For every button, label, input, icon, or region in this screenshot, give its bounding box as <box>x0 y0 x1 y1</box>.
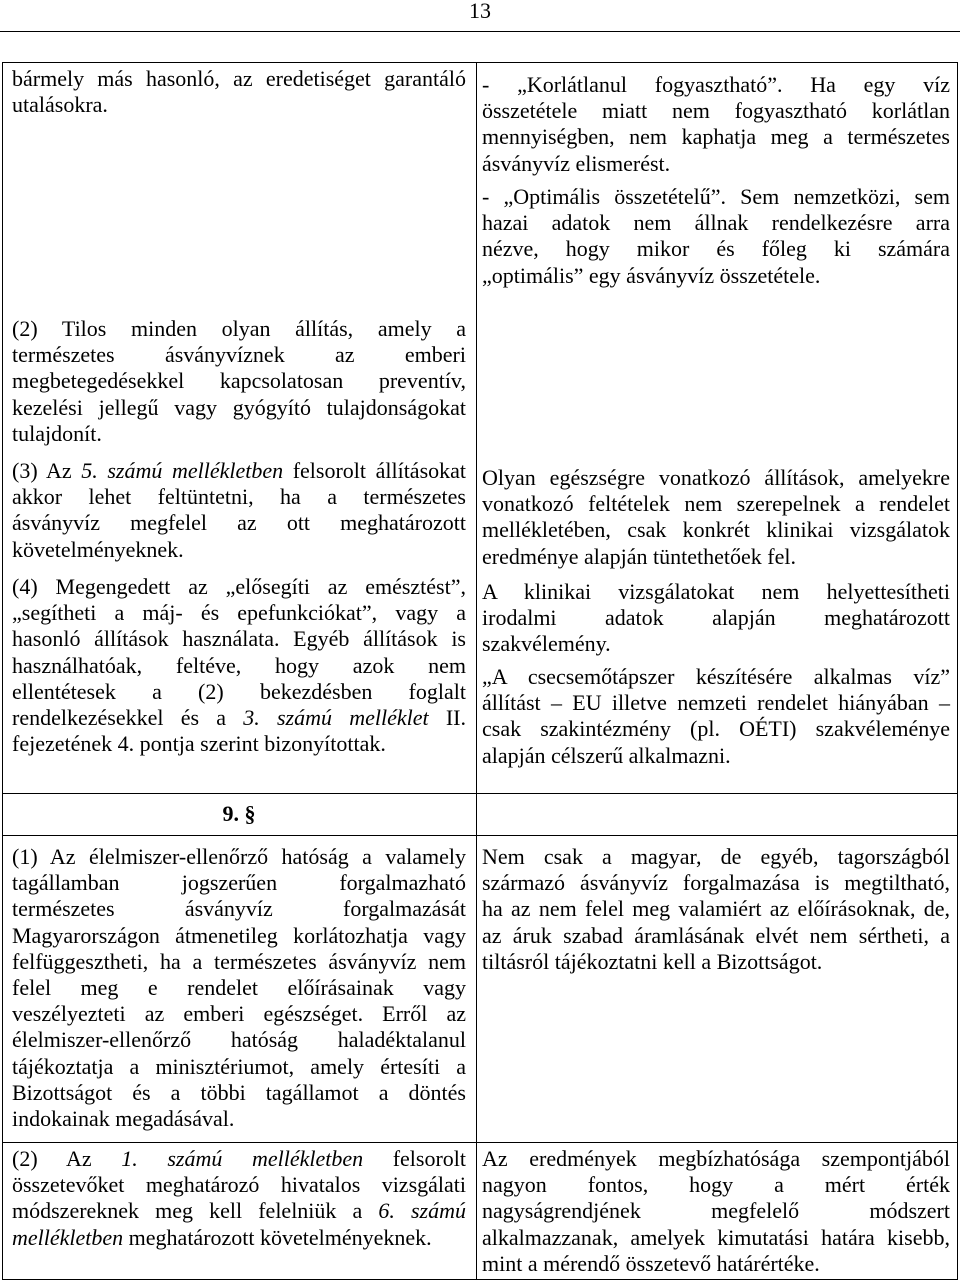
text-line <box>12 1198 466 1224</box>
comment-optimal-composition <box>482 184 950 289</box>
text-run: szakvélemény. <box>482 631 611 657</box>
text-run: nagyságrendjének megfelelő módszert <box>482 1198 950 1224</box>
text-line <box>12 92 466 118</box>
table-border-top <box>2 62 958 63</box>
text-line <box>482 743 950 769</box>
text-run: eredménye alapján tüntethetőek fel. <box>482 543 796 569</box>
text-line <box>12 1106 466 1132</box>
table-row-divider <box>2 1142 958 1143</box>
text-line <box>12 844 466 870</box>
text-run: ásványvíz elismerést. <box>482 150 671 176</box>
text-line <box>482 1172 950 1198</box>
text-line <box>482 465 950 491</box>
table-column-divider <box>476 62 477 1280</box>
text-run: (3) Az <box>12 458 82 483</box>
italic-annex-reference: mellékletben <box>12 1224 124 1250</box>
text-run: felel meg e rendelet előírásainak vagy <box>12 975 466 1001</box>
text-line <box>482 210 950 236</box>
text-line <box>12 896 466 922</box>
text-run: indokainak megadásával. <box>12 1106 235 1132</box>
italic-annex-reference: 1. számú mellékletben <box>121 1146 364 1171</box>
text-line <box>12 600 466 626</box>
comment-unlimited-consumption <box>482 72 950 177</box>
text-line <box>482 844 950 870</box>
text-line <box>12 574 466 600</box>
table-border-left <box>2 62 3 1280</box>
text-run: Olyan egészségre vonatkozó állítások, amelyekre <box>482 465 950 490</box>
text-run: élelmiszer-ellenőrző hatóság haladéktalanul <box>12 1027 466 1053</box>
text-run: „segítheti a máj- és epefunkciókat”, vagy a <box>12 600 466 626</box>
comment-clinical-studies <box>482 579 950 658</box>
table-border-right <box>957 62 958 1280</box>
text-line <box>482 923 950 949</box>
text-line <box>482 151 950 177</box>
table-border-bottom <box>2 1279 958 1280</box>
italic-annex-reference: 5. számú mellékletben <box>81 458 284 483</box>
text-run: ha az nem felel meg valamiért az előírásoknak, de, <box>482 896 950 922</box>
text-line <box>12 395 466 421</box>
text-run: „optimális” egy ásványvíz összetétele. <box>482 262 821 288</box>
italic-annex-reference: 3. számú melléklet <box>243 705 429 731</box>
text-run: Bizottságot és a többi tagállamot a döntés <box>12 1079 466 1105</box>
text-line <box>12 626 466 652</box>
text-run: mennyiségben, nem kaphatja meg a természetes <box>482 124 950 150</box>
text-run: veszélyezteti az emberi egészséget. Erről az <box>12 1001 466 1027</box>
text-line <box>482 124 950 150</box>
text-run: fejezetének 4. pontja szerint bizonyítottak. <box>12 731 386 757</box>
text-run: csak szakintézmény (pl. OÉTI) szakvéleménye <box>482 716 950 742</box>
text-line <box>482 870 950 896</box>
text-line <box>12 923 466 949</box>
text-line <box>12 1027 466 1053</box>
text-line <box>482 716 950 742</box>
text-run: mint a mérendő összetevő határértéke. <box>482 1250 820 1276</box>
text-line <box>482 236 950 262</box>
text-line <box>12 484 466 510</box>
text-run: akkor lehet feltüntetni, ha a természetes <box>12 484 466 510</box>
text-line <box>482 544 950 570</box>
text-line <box>482 1198 950 1224</box>
text-run: felfüggesztheti, ha a természetes ásványvíz nem <box>12 948 466 974</box>
text-run: (1) Az élelmiszer-ellenőrző hatóság a valamely <box>12 844 466 869</box>
text-run: nézve, hogy mikor és főleg ki számára <box>482 236 950 262</box>
text-line <box>12 66 466 92</box>
text-line <box>12 510 466 536</box>
text-run: természetes ásványvíznek az emberi <box>12 342 466 368</box>
table-row-divider <box>2 835 958 836</box>
text-run: ellentétesek a (2) bekezdésben foglalt <box>12 678 466 704</box>
text-run: az áruk szabad áramlásának elvét nem sértheti, a <box>482 922 950 948</box>
text-run: megbetegedésekkel kapcsolatosan preventív, <box>12 368 466 394</box>
text-line <box>482 690 950 716</box>
text-run: tagállamban jogszerűen forgalmazható <box>12 870 466 896</box>
page-number: 13 <box>469 0 491 23</box>
text-line <box>482 517 950 543</box>
text-line <box>12 421 466 447</box>
text-run: állítást – EU illetve nemzeti rendelet hiányában – <box>482 690 950 716</box>
text-run: felsorolt <box>363 1146 467 1171</box>
text-run: „A csecsemőtápszer készítésére alkalmas víz” <box>482 664 950 689</box>
text-line <box>482 579 950 605</box>
text-line <box>482 949 950 975</box>
text-run: rendelkezésekkel és a <box>12 705 244 731</box>
text-run: összetétele miatt nem fogyasztható korlátlan <box>482 98 950 124</box>
paragraph-section-9-2-analysis-methods <box>12 1146 466 1251</box>
text-run: kezelési jellegű vagy gyógyító tulajdonságokat <box>12 394 466 420</box>
comment-health-claims <box>482 465 950 570</box>
text-line <box>12 1146 466 1172</box>
table-row-divider <box>2 793 958 794</box>
text-line <box>12 1172 466 1198</box>
comment-measurement-reliability <box>482 1146 950 1277</box>
text-run: Magyarországon átmenetileg korlátozhatja vagy <box>12 922 466 948</box>
text-run: hasonló állítások használata. Egyéb állítások is <box>12 626 466 652</box>
text-line <box>12 870 466 896</box>
text-run: - „Korlátlanul fogyasztható”. Ha egy víz <box>482 72 950 97</box>
text-line <box>12 949 466 975</box>
text-line <box>12 342 466 368</box>
text-line <box>482 1225 950 1251</box>
text-run: meghatározott követelményeknek. <box>123 1224 432 1250</box>
text-line <box>482 1251 950 1277</box>
text-run: mellékletében, csak konkrét klinikai vizsgálatok <box>482 517 950 543</box>
text-line <box>482 98 950 124</box>
text-line <box>482 631 950 657</box>
text-line <box>12 705 466 731</box>
paragraph-section-9-1-restriction <box>12 844 466 1132</box>
text-line <box>482 184 950 210</box>
text-run: tájékoztatja a minisztériumot, amely értesíti a <box>12 1053 466 1079</box>
text-run: A klinikai vizsgálatokat nem helyettesítheti <box>482 579 950 604</box>
text-line <box>482 896 950 922</box>
comment-market-restriction <box>482 844 950 975</box>
text-line <box>12 368 466 394</box>
section-heading: 9. § <box>222 801 256 826</box>
text-line <box>482 491 950 517</box>
text-run: - „Optimális összetételű”. Sem nemzetközi, sem <box>482 184 950 209</box>
text-line <box>12 1054 466 1080</box>
text-run: használhatóak, feltéve, hogy azok nem <box>12 652 466 678</box>
text-line <box>12 537 466 563</box>
text-run: követelményeknek. <box>12 536 184 562</box>
text-line <box>12 458 466 484</box>
text-line <box>12 1001 466 1027</box>
text-run: alkalmazzanak, amelyek kimutatási határa kisebb, <box>482 1224 950 1250</box>
paragraph-section-4-permitted-claims <box>12 574 466 757</box>
paragraph-section-2-prohibited-claims <box>12 316 466 447</box>
paragraph-section-3-annex-claims <box>12 458 466 563</box>
text-run: irodalmi adatok alapján meghatározott <box>482 605 950 631</box>
text-run: tiltásról tájékoztatni kell a Bizottságot. <box>482 948 823 974</box>
text-line <box>12 1225 466 1251</box>
text-line <box>482 72 950 98</box>
text-run: (2) Az <box>12 1146 122 1171</box>
text-line <box>482 664 950 690</box>
text-line <box>482 1146 950 1172</box>
text-run: (2) Tilos minden olyan állítás, amely a <box>12 316 466 341</box>
text-run: összetevőket meghatározó hivatalos vizsgálati <box>12 1172 466 1198</box>
text-run: utalásokra. <box>12 92 108 118</box>
text-line <box>12 1080 466 1106</box>
text-run: felsorolt állításokat <box>283 458 467 483</box>
text-line <box>12 731 466 757</box>
text-line <box>12 316 466 342</box>
text-run: ásványvíz megfelel az ott meghatározott <box>12 510 466 536</box>
text-line <box>12 653 466 679</box>
italic-annex-reference: 6. számú <box>378 1198 467 1224</box>
text-run: hazai adatok nem állnak rendelkezésre arra <box>482 210 950 236</box>
text-line <box>12 975 466 1001</box>
comment-infant-formula-water <box>482 664 950 769</box>
text-run: alapján célszerű alkalmazni. <box>482 742 731 768</box>
text-line <box>12 679 466 705</box>
text-run: (4) Megengedett az „elősegíti az emésztést”, <box>12 574 466 599</box>
text-run: tulajdonít. <box>12 420 102 446</box>
text-line <box>482 605 950 631</box>
text-run: vonatkozó feltételek nem szerepelnek a rendelet <box>482 491 950 517</box>
paragraph-claims-continuation <box>12 66 466 118</box>
text-line <box>482 263 950 289</box>
text-run: származó ásványvíz forgalmazása is megtiltható, <box>482 870 950 896</box>
text-run: Nem csak a magyar, de egyéb, tagországból <box>482 844 950 869</box>
text-run: természetes ásványvíz forgalmazását <box>12 896 466 922</box>
text-run: nagyon fontos, hogy a mért érték <box>482 1172 950 1198</box>
text-run: Az eredmények megbízhatósága szempontjából <box>482 1146 950 1171</box>
text-run: módszereknek meg kell felelniük a <box>12 1198 379 1224</box>
text-run: II. <box>428 705 467 731</box>
text-run: bármely más hasonló, az eredetiséget garantáló <box>12 66 466 91</box>
